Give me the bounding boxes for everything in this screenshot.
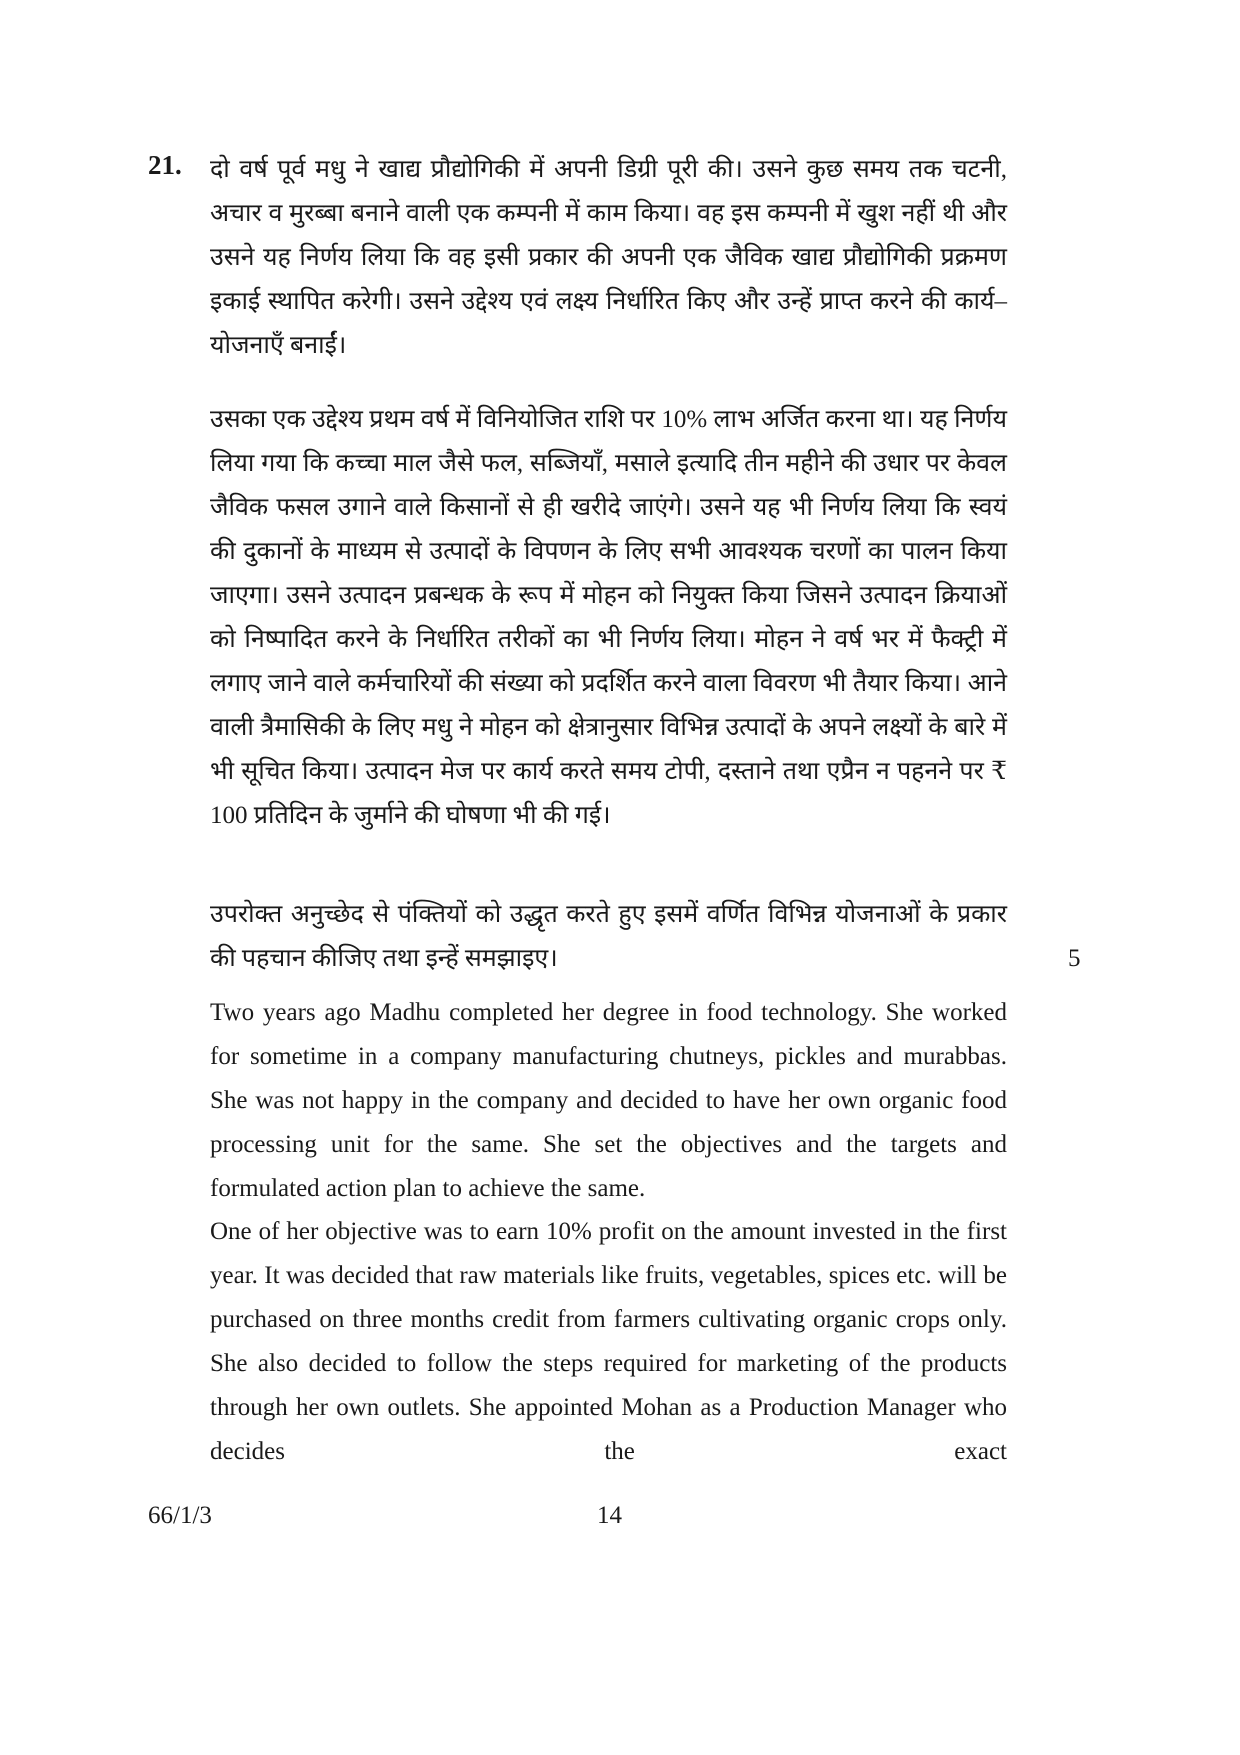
hindi-paragraph-1: दो वर्ष पूर्व मधु ने खाद्य प्रौद्योगिकी में अपनी डिग्री पूरी की। उसने कुछ समय तक चटनी, अचार व मुरब्बा बनाने वाली एक कम्पनी में काम किया। वह इस कम्पनी में खुश नहीं थी और उसने यह निर्णय लिया कि वह इसी प्रकार की अपनी एक जैविक खाद्य प्रौद्योगिकी प्रक्रमण इकाई स्थापित करेगी। उसने उद्देश्य एवं लक्ष्य निर्धारित किए और उन्हें प्राप्त करने की कार्य–योजनाएँ बनाईं। [210,156,1007,359]
question-marks: 5 [1068,945,1081,972]
page-number: 14 [597,1502,622,1529]
english-paragraph-1: Two years ago Madhu completed her degree in food technology. She worked for sometime in a company manufacturing chutneys, pickles and murabbas. She was not happy in the company and decided to have her own organic food processing unit for the same. She set the objectives and the targets and formulated action plan to achieve the same. [210,999,1007,1202]
english-paragraph-2: One of her objective was to earn 10% profit on the amount invested in the first year. It was decided that raw materials like fruits, vegetables, spices etc. will be purchased on three months credit from farmers cultivating organic crops only. She also decided to follow the steps required for marketing of the products through her own outlets. She appointed Mohan as a Production Manager who decides the exact [210,1218,1007,1465]
hindi-question-prompt: उपरोक्त अनुच्छेद से पंक्तियों को उद्धृत करते हुए इसमें वर्णित विभिन्न योजनाओं के प्रकार की पहचान कीजिए तथा इन्हें समझाइए। [210,901,1007,972]
paper-code: 66/1/3 [148,1502,212,1529]
hindi-paragraph-2: उसका एक उद्देश्य प्रथम वर्ष में विनियोजित राशि पर 10% लाभ अर्जित करना था। यह निर्णय लिया गया कि कच्चा माल जैसे फल, सब्जियाँ, मसाले इत्यादि तीन महीने की उधार पर केवल जैविक फसल उगाने वाले किसानों से ही खरीदे जाएंगे। उसने यह भी निर्णय लिया कि स्वयं की दुकानों के माध्यम से उत्पादों के विपणन के लिए सभी आवश्यक चरणों का पालन किया जाएगा। उसने उत्पादन प्रबन्धक के रूप में मोहन को नियुक्त किया जिसने उत्पादन क्रियाओं को निष्पादित करने के निर्धारित तरीकों का भी निर्णय लिया। मोहन ने वर्ष भर में फैक्ट्री में लगाए जाने वाले कर्मचारियों की संख्या को प्रदर्शित करने वाला विवरण भी तैयार किया। आने वाली त्रैमासिकी के लिए मधु ने मोहन को क्षेत्रानुसार विभिन्न उत्पादों के अपने लक्ष्यों के बारे में भी सूचित किया। उत्पादन मेज पर कार्य करते समय टोपी, दस्ताने तथा एप्रैन न पहनने पर ₹ 100 प्रतिदिन के जुर्माने की घोषणा भी की गई। [210,406,1007,829]
question-number: 21. [148,150,182,180]
